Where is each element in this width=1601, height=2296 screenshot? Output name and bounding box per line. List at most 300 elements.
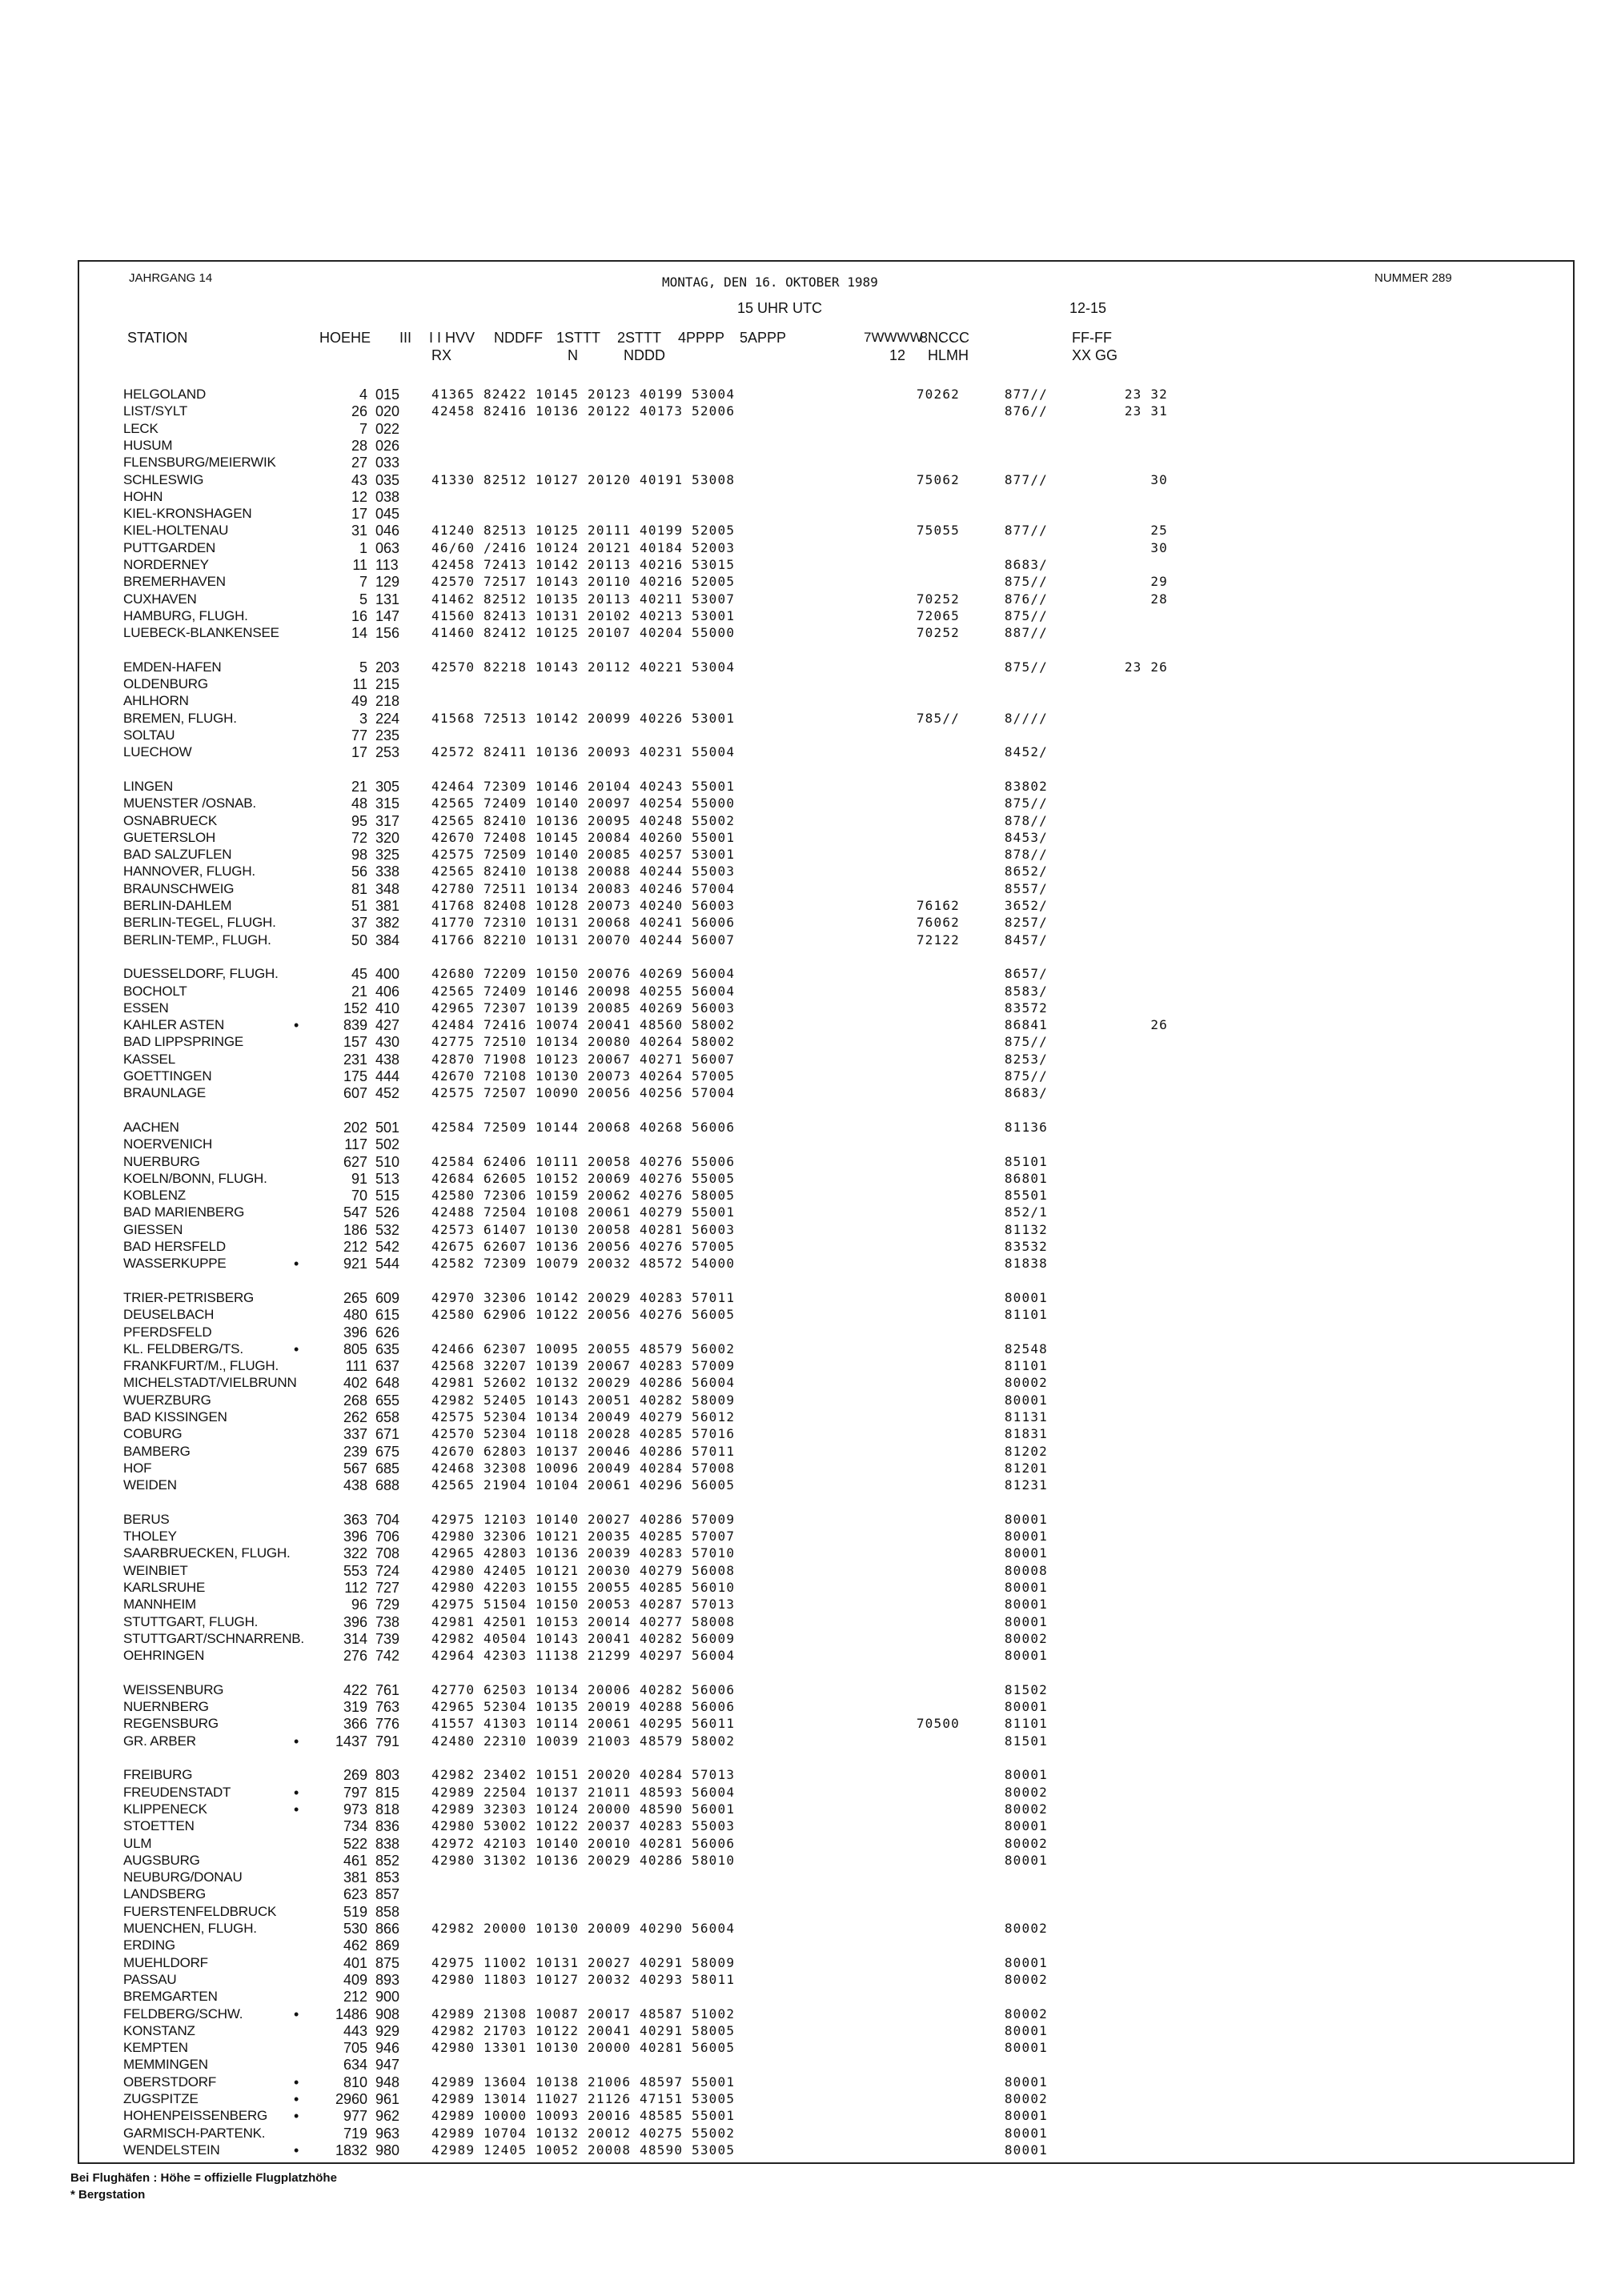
group-7wwww: 70262 <box>916 387 960 402</box>
group-8nccc: 80001 <box>1004 2142 1048 2158</box>
group-8nccc: 81838 <box>1004 1256 1048 1272</box>
station-name: BERUS <box>123 1511 170 1527</box>
station-height: 48 <box>351 795 367 812</box>
group-ffgg: 29 <box>1150 574 1168 590</box>
station-name: BAD HERSFELD <box>123 1239 226 1254</box>
group-8nccc: 81231 <box>1004 1477 1048 1493</box>
group-8nccc: 877// <box>1004 471 1048 487</box>
station-index: 708 <box>375 1545 400 1562</box>
station-index: 875 <box>375 1954 400 1971</box>
synop-groups: 42584 72509 10144 20068 40268 56006 <box>431 1119 736 1135</box>
group-8nccc: 8452/ <box>1004 744 1048 760</box>
synop-groups: 42989 22504 10137 21011 48593 56004 <box>431 1784 736 1800</box>
synop-groups: 42780 72511 10134 20083 40246 57004 <box>431 880 736 896</box>
col-ff-ff: FF-FF <box>1072 330 1112 346</box>
station-index: 224 <box>375 710 400 727</box>
station-height: 337 <box>343 1426 367 1443</box>
synop-groups: 41768 82408 10128 20073 40240 56003 <box>431 898 736 913</box>
station-index: 502 <box>375 1136 400 1153</box>
group-8nccc: 875// <box>1004 1034 1048 1050</box>
station-name: GR. ARBER <box>123 1733 196 1749</box>
station-index: 962 <box>375 2108 400 2125</box>
synop-groups: 42989 10704 10132 20012 40275 55002 <box>431 2125 736 2141</box>
group-8nccc: 875// <box>1004 607 1048 623</box>
station-index: 776 <box>375 1716 400 1733</box>
station-height: 4 <box>359 387 367 403</box>
synop-groups: 42670 62803 10137 20046 40286 57011 <box>431 1443 736 1459</box>
group-ffgg: 28 <box>1150 591 1168 607</box>
group-8nccc: 86801 <box>1004 1170 1048 1186</box>
station-name: BERLIN-DAHLEM <box>123 898 232 913</box>
mountain-marker: • <box>294 1733 299 1749</box>
synop-groups: 41462 82512 10135 20113 40211 53007 <box>431 591 736 607</box>
station-index: 815 <box>375 1784 400 1801</box>
group-7wwww: 785// <box>916 710 960 726</box>
col-station: STATION <box>127 330 188 346</box>
col-8nccc: 8NCCC <box>920 330 970 346</box>
group-7wwww: 72065 <box>916 607 960 623</box>
station-name: OLDENBURG <box>123 676 208 692</box>
station-name: BRAUNSCHWEIG <box>123 880 235 896</box>
station-height: 314 <box>343 1630 367 1647</box>
group-8nccc: 80002 <box>1004 1835 1048 1851</box>
jahrgang-label: JAHRGANG 14 <box>129 271 213 285</box>
station-index: 866 <box>375 1921 400 1937</box>
station-index: 203 <box>375 659 400 675</box>
col-12: 12 <box>889 347 906 363</box>
station-name: LIST/SYLT <box>123 403 188 419</box>
station-name: ERDING <box>123 1937 175 1953</box>
group-7wwww: 75055 <box>916 523 960 539</box>
station-name: BAD KISSINGEN <box>123 1409 227 1424</box>
station-name: MUEHLDORF <box>123 1954 208 1970</box>
station-name: GOETTINGEN <box>123 1068 212 1084</box>
station-index: 609 <box>375 1289 400 1306</box>
station-height: 2960 <box>335 2091 367 2107</box>
station-height: 5 <box>359 591 367 607</box>
group-8nccc: 80001 <box>1004 2125 1048 2141</box>
synop-groups: 42982 20000 10130 20009 40290 56004 <box>431 1921 736 1936</box>
group-ffgg: 30 <box>1150 471 1168 487</box>
mountain-marker: • <box>294 2091 299 2107</box>
station-height: 27 <box>351 455 367 471</box>
group-8nccc: 8683/ <box>1004 1085 1048 1101</box>
group-8nccc: 80002 <box>1004 1921 1048 1936</box>
station-height: 319 <box>343 1699 367 1716</box>
station-height: 443 <box>343 2022 367 2039</box>
synop-groups: 42770 62503 10134 20006 40282 56006 <box>431 1681 736 1697</box>
synop-groups: 42980 32306 10121 20035 40285 57007 <box>431 1529 736 1545</box>
station-height: 805 <box>343 1340 367 1357</box>
group-8nccc: 8453/ <box>1004 829 1048 845</box>
station-index: 671 <box>375 1426 400 1443</box>
synop-groups: 42680 72209 10150 20076 40269 56004 <box>431 966 736 982</box>
station-index: 348 <box>375 880 400 897</box>
station-height: 366 <box>343 1716 367 1733</box>
synop-groups: 42775 72510 10134 20080 40264 58002 <box>431 1034 736 1050</box>
station-name: BERLIN-TEMP., FLUGH. <box>123 932 271 948</box>
station-name: COBURG <box>123 1426 183 1442</box>
station-index: 305 <box>375 778 400 795</box>
station-name: GUETERSLOH <box>123 829 216 845</box>
group-8nccc: 80001 <box>1004 1511 1048 1527</box>
station-index: 948 <box>375 2074 400 2090</box>
station-name: CUXHAVEN <box>123 591 197 607</box>
synop-groups: 42568 32207 10139 20067 40283 57009 <box>431 1358 736 1374</box>
station-index: 980 <box>375 2142 400 2158</box>
group-8nccc: 83532 <box>1004 1239 1048 1254</box>
station-name: KOBLENZ <box>123 1188 186 1204</box>
synop-groups: 42580 62906 10122 20056 40276 56005 <box>431 1307 736 1323</box>
synop-groups: 42670 72408 10145 20084 40260 55001 <box>431 829 736 845</box>
station-height: 462 <box>343 1937 367 1954</box>
station-name: STUTTGART/SCHNARRENB. <box>123 1630 304 1646</box>
station-height: 977 <box>343 2108 367 2125</box>
station-name: MEMMINGEN <box>123 2057 208 2073</box>
station-name: LECK <box>123 420 158 436</box>
station-name: KAHLER ASTEN <box>123 1017 225 1033</box>
group-8nccc: 8257/ <box>1004 915 1048 931</box>
station-index: 444 <box>375 1068 400 1084</box>
synop-groups: 42980 53002 10122 20037 40283 55003 <box>431 1818 736 1834</box>
station-index: 836 <box>375 1818 400 1835</box>
synop-groups: 42675 62607 10136 20056 40276 57005 <box>431 1239 736 1254</box>
station-height: 810 <box>343 2074 367 2090</box>
station-index: 853 <box>375 1869 400 1886</box>
station-height: 14 <box>351 625 367 642</box>
station-name: WASSERKUPPE <box>123 1256 227 1272</box>
station-name: AUGSBURG <box>123 1852 200 1868</box>
station-height: 409 <box>343 1971 367 1988</box>
group-8nccc: 80002 <box>1004 1375 1048 1391</box>
station-height: 16 <box>351 607 367 624</box>
col-rx: RX <box>431 347 452 363</box>
station-name: SOLTAU <box>123 727 175 743</box>
station-height: 1832 <box>335 2142 367 2158</box>
station-name: STOETTEN <box>123 1818 195 1834</box>
station-height: 28 <box>351 437 367 454</box>
station-height: 7 <box>359 420 367 437</box>
station-height: 50 <box>351 932 367 948</box>
station-name: PFERDSFELD <box>123 1324 212 1340</box>
group-8nccc: 8557/ <box>1004 880 1048 896</box>
group-8nccc: 81502 <box>1004 1681 1048 1697</box>
station-height: 43 <box>351 471 367 488</box>
synop-groups: 42670 72108 10130 20073 40264 57005 <box>431 1068 736 1084</box>
station-name: GARMISCH-PARTENK. <box>123 2125 266 2141</box>
station-index: 113 <box>375 557 399 573</box>
synop-groups: 42580 72306 10159 20062 40276 58005 <box>431 1188 736 1204</box>
station-height: 265 <box>343 1289 367 1306</box>
synop-groups: 42981 42501 10153 20014 40277 58008 <box>431 1613 736 1629</box>
station-index: 929 <box>375 2022 400 2039</box>
station-height: 175 <box>343 1068 367 1084</box>
station-name: FREUDENSTADT <box>123 1784 231 1800</box>
station-height: 396 <box>343 1613 367 1630</box>
station-name: LINGEN <box>123 778 174 794</box>
synop-groups: 42575 72507 10090 20056 40256 57004 <box>431 1085 736 1101</box>
group-7wwww: 76162 <box>916 898 960 913</box>
station-index: 738 <box>375 1613 400 1630</box>
station-height: 21 <box>351 778 367 795</box>
station-name: LUEBECK-BLANKENSEE <box>123 625 279 641</box>
station-name: BREMERHAVEN <box>123 574 226 590</box>
station-height: 111 <box>345 1358 367 1375</box>
synop-groups: 42458 72413 10142 20113 40216 53015 <box>431 557 736 572</box>
synop-groups: 42575 52304 10134 20049 40279 56012 <box>431 1409 736 1424</box>
station-height: 231 <box>343 1051 367 1068</box>
station-index: 532 <box>375 1221 400 1238</box>
group-8nccc: 875// <box>1004 659 1048 675</box>
group-8nccc: 878// <box>1004 812 1048 828</box>
station-index: 742 <box>375 1648 400 1665</box>
station-height: 5 <box>359 659 367 675</box>
group-ffgg: 23 32 <box>1124 387 1168 402</box>
station-index: 858 <box>375 1903 400 1920</box>
mountain-marker: • <box>294 2005 299 2022</box>
station-index: 729 <box>375 1597 400 1613</box>
station-index: 015 <box>375 387 400 403</box>
station-name: WEISSENBURG <box>123 1681 224 1697</box>
station-height: 12 <box>351 488 367 505</box>
group-8nccc: 887// <box>1004 625 1048 641</box>
synop-groups: 42584 62406 10111 20058 40276 55006 <box>431 1153 736 1169</box>
station-name: FREIBURG <box>123 1767 193 1783</box>
station-index: 046 <box>375 523 400 539</box>
station-height: 797 <box>343 1784 367 1801</box>
synop-groups: 42989 21308 10087 20017 48587 51002 <box>431 2005 736 2022</box>
station-name: HAMBURG, FLUGH. <box>123 607 248 623</box>
station-height: 91 <box>351 1170 367 1187</box>
station-height: 21 <box>351 983 367 1000</box>
station-index: 035 <box>375 471 400 488</box>
station-index: 147 <box>375 607 400 624</box>
synop-groups: 42480 22310 10039 21003 48579 58002 <box>431 1733 736 1749</box>
station-index: 382 <box>375 915 400 932</box>
station-name: OEHRINGEN <box>123 1648 205 1664</box>
synop-groups: 42570 52304 10118 20028 40285 57016 <box>431 1426 736 1442</box>
station-index: 688 <box>375 1477 400 1494</box>
synop-groups: 42466 62307 10095 20055 48579 56002 <box>431 1340 736 1356</box>
synop-groups: 42572 82411 10136 20093 40231 55004 <box>431 744 736 760</box>
synop-groups: 42989 12405 10052 20008 48590 53005 <box>431 2142 736 2158</box>
group-8nccc: 80008 <box>1004 1562 1048 1578</box>
group-8nccc: 8652/ <box>1004 864 1048 880</box>
station-name: BREMGARTEN <box>123 1989 218 2005</box>
col-2sttt: 2STTT <box>617 330 662 346</box>
station-height: 98 <box>351 847 367 864</box>
synop-groups: 42965 52304 10135 20019 40288 56006 <box>431 1699 736 1715</box>
station-height: 268 <box>343 1392 367 1408</box>
station-name: KIEL-KRONSHAGEN <box>123 506 252 522</box>
group-8nccc: 878// <box>1004 847 1048 863</box>
station-name: EMDEN-HAFEN <box>123 659 222 675</box>
synop-groups: 42989 10000 10093 20016 48585 55001 <box>431 2108 736 2124</box>
footnote-airports: Bei Flughäfen : Höhe = offizielle Flugplatzhöhe <box>70 2171 337 2185</box>
synop-groups: 42980 42203 10155 20055 40285 56010 <box>431 1580 736 1595</box>
station-name: ZUGSPITZE <box>123 2091 199 2106</box>
synop-groups: 42464 72309 10146 20104 40243 55001 <box>431 778 736 794</box>
group-8nccc: 80001 <box>1004 1613 1048 1629</box>
station-height: 567 <box>343 1460 367 1477</box>
synop-groups: 42565 82410 10138 20088 40244 55003 <box>431 864 736 880</box>
station-height: 438 <box>343 1477 367 1494</box>
mountain-marker: • <box>294 1256 299 1272</box>
station-height: 96 <box>351 1597 367 1613</box>
station-index: 513 <box>375 1170 400 1187</box>
station-height: 396 <box>343 1324 367 1340</box>
group-8nccc: 8583/ <box>1004 983 1048 999</box>
station-name: FLENSBURG/MEIERWIK <box>123 455 276 471</box>
col-hoehe: HOEHE <box>319 330 371 346</box>
synop-groups: 42989 13014 11027 21126 47151 53005 <box>431 2091 736 2106</box>
station-index: 900 <box>375 1989 400 2005</box>
station-height: 51 <box>351 898 367 914</box>
synop-groups: 42989 13604 10138 21006 48597 55001 <box>431 2074 736 2090</box>
station-index: 946 <box>375 2040 400 2057</box>
station-index: 045 <box>375 506 400 523</box>
group-8nccc: 80001 <box>1004 1289 1048 1305</box>
synop-groups: 42573 61407 10130 20058 40281 56003 <box>431 1221 736 1237</box>
station-height: 117 <box>344 1136 367 1153</box>
group-8nccc: 83802 <box>1004 778 1048 794</box>
station-height: 3 <box>359 710 367 727</box>
group-7wwww: 70252 <box>916 591 960 607</box>
station-height: 212 <box>343 1239 367 1255</box>
synop-groups: 42981 52602 10132 20029 40286 56004 <box>431 1375 736 1391</box>
station-name: AACHEN <box>123 1119 179 1135</box>
station-index: 320 <box>375 829 400 846</box>
station-index: 253 <box>375 744 400 761</box>
synop-groups: 42980 13301 10130 20000 40281 56005 <box>431 2040 736 2056</box>
station-index: 685 <box>375 1460 400 1477</box>
station-name: SAARBRUECKEN, FLUGH. <box>123 1545 291 1561</box>
col-nddd: NDDD <box>624 347 665 363</box>
station-height: 11 <box>352 676 367 693</box>
station-height: 627 <box>343 1153 367 1170</box>
station-height: 112 <box>344 1580 367 1596</box>
station-name: AHLHORN <box>123 693 189 709</box>
station-name: LANDSBERG <box>123 1886 207 1902</box>
station-height: 11 <box>352 557 367 573</box>
col-1sttt: 1STTT <box>556 330 601 346</box>
station-height: 396 <box>343 1529 367 1545</box>
station-index: 406 <box>375 983 400 1000</box>
time-heading: 15 UHR UTC <box>737 300 823 316</box>
synop-groups: 42982 23402 10151 20020 40284 57013 <box>431 1767 736 1783</box>
station-index: 427 <box>375 1017 400 1034</box>
group-8nccc: 8457/ <box>1004 932 1048 948</box>
group-8nccc: 80001 <box>1004 1529 1048 1545</box>
group-8nccc: 80001 <box>1004 1767 1048 1783</box>
synop-groups: 42972 42103 10140 20010 40281 56006 <box>431 1835 736 1851</box>
station-height: 56 <box>351 864 367 880</box>
station-height: 363 <box>343 1511 367 1528</box>
synop-groups: 42565 72409 10140 20097 40254 55000 <box>431 795 736 811</box>
station-height: 402 <box>343 1375 367 1392</box>
station-height: 519 <box>343 1903 367 1920</box>
group-8nccc: 80001 <box>1004 1597 1048 1613</box>
station-name: DUESSELDORF, FLUGH. <box>123 966 279 982</box>
station-name: KOELN/BONN, FLUGH. <box>123 1170 267 1186</box>
station-height: 461 <box>343 1852 367 1869</box>
station-name: ULM <box>123 1835 152 1851</box>
col-4pppp: 4PPPP <box>678 330 725 346</box>
station-height: 72 <box>351 829 367 846</box>
station-height: 381 <box>343 1869 367 1886</box>
station-name: KLIPPENECK <box>123 1801 207 1817</box>
station-name: KEMPTEN <box>123 2040 188 2056</box>
station-name: REGENSBURG <box>123 1716 219 1732</box>
station-name: PUTTGARDEN <box>123 539 216 555</box>
station-height: 422 <box>343 1681 367 1698</box>
station-name: BAMBERG <box>123 1443 191 1459</box>
group-8nccc: 81201 <box>1004 1460 1048 1476</box>
synop-groups: 42565 21904 10104 20061 40296 56005 <box>431 1477 736 1493</box>
station-height: 547 <box>343 1204 367 1221</box>
station-height: 49 <box>351 693 367 710</box>
synop-groups: 42964 42303 11138 21299 40297 56004 <box>431 1648 736 1664</box>
group-8nccc: 80001 <box>1004 1852 1048 1868</box>
station-index: 857 <box>375 1886 400 1903</box>
station-height: 157 <box>343 1034 367 1051</box>
station-name: SCHLESWIG <box>123 471 204 487</box>
station-index: 400 <box>375 966 400 983</box>
station-index: 655 <box>375 1392 400 1408</box>
station-name: KARLSRUHE <box>123 1580 206 1595</box>
group-8nccc: 81501 <box>1004 1733 1048 1749</box>
station-index: 791 <box>375 1733 400 1749</box>
group-8nccc: 80001 <box>1004 2108 1048 2124</box>
group-8nccc: 86841 <box>1004 1017 1048 1033</box>
station-height: 81 <box>351 880 367 897</box>
station-index: 218 <box>375 693 400 710</box>
station-index: 129 <box>375 574 400 591</box>
col-n: N <box>568 347 578 363</box>
station-height: 607 <box>343 1085 367 1102</box>
group-8nccc: 81101 <box>1004 1307 1048 1323</box>
station-name: KIEL-HOLTENAU <box>123 523 229 539</box>
group-ffgg: 25 <box>1150 523 1168 539</box>
station-height: 705 <box>343 2040 367 2057</box>
station-height: 734 <box>343 1818 367 1835</box>
station-index: 438 <box>375 1051 400 1068</box>
synop-groups: 42468 32308 10096 20049 40284 57008 <box>431 1460 736 1476</box>
station-name: MANNHEIM <box>123 1597 196 1613</box>
station-name: KL. FELDBERG/TS. <box>123 1340 243 1356</box>
col-iihvv: I I HVV <box>429 330 475 346</box>
synop-groups: 42980 11803 10127 20032 40293 58011 <box>431 1971 736 1987</box>
station-index: 637 <box>375 1358 400 1375</box>
group-ffgg: 23 26 <box>1124 659 1168 675</box>
station-height: 70 <box>351 1188 367 1204</box>
station-name: DEUSELBACH <box>123 1307 215 1323</box>
synop-groups: 41240 82513 10125 20111 40199 52005 <box>431 523 736 539</box>
station-name: OBERSTDORF <box>123 2074 217 2090</box>
station-index: 020 <box>375 403 400 420</box>
synop-groups: 42488 72504 10108 20061 40279 55001 <box>431 1204 736 1220</box>
group-8nccc: 81101 <box>1004 1358 1048 1374</box>
mountain-marker: • <box>294 1784 299 1801</box>
col-7wwww: 7WWWW <box>864 330 923 345</box>
station-name: KONSTANZ <box>123 2022 195 2038</box>
group-8nccc: 80002 <box>1004 1801 1048 1817</box>
synop-groups: 42982 40504 10143 20041 40282 56009 <box>431 1630 736 1646</box>
station-height: 322 <box>343 1545 367 1562</box>
mountain-marker: • <box>294 1340 299 1357</box>
station-name: WENDELSTEIN <box>123 2142 220 2158</box>
group-8nccc: 80001 <box>1004 1699 1048 1715</box>
